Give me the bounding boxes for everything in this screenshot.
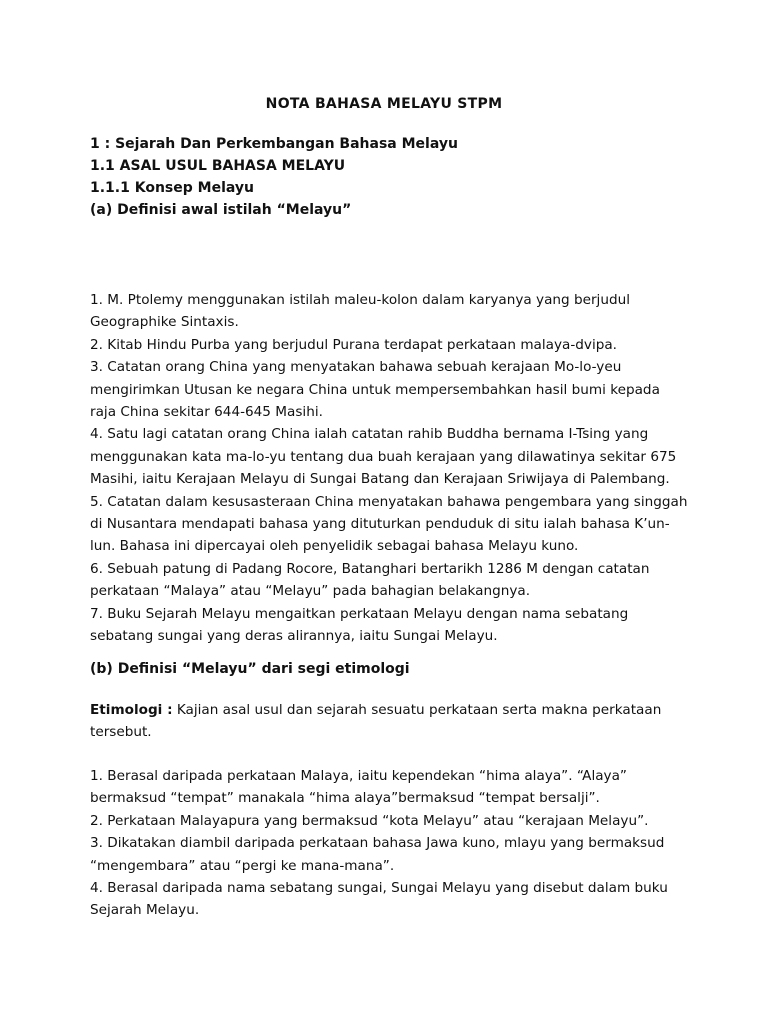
list-item: 5. Catatan dalam kesusasteraan China menyatakan bahawa pengembara yang singgah di Nusantara mendapati bahasa yang dituturkan penduduk di situ ialah bahasa K’un-lun. Bahasa ini dipercayai oleh penyelidik sebagai bahasa Melayu kuno. xyxy=(90,493,688,555)
section-heading: 1.1 ASAL USUL BAHASA MELAYU xyxy=(90,158,346,174)
chapter-heading: 1 : Sejarah Dan Perkembangan Bahasa Melayu xyxy=(90,136,458,152)
etimologi-label: Etimologi : xyxy=(90,702,173,718)
document-title: NOTA BAHASA MELAYU STPM xyxy=(265,96,503,112)
list-item: 1. M. Ptolemy menggunakan istilah maleu-kolon dalam karyanya yang berjudul Geographike Sintaxis. xyxy=(90,292,630,331)
etimologi-definition xyxy=(90,699,690,744)
list-item: 6. Sebuah patung di Padang Rocore, Batanghari bertarikh 1286 M dengan catatan perkataan “Malaya” atau “Melayu” pada bahagian belakangnya. xyxy=(90,560,650,600)
part-a-heading: (a) Definisi awal istilah “Melayu” xyxy=(90,202,352,218)
list-item: 2. Kitab Hindu Purba yang berjudul Purana terdapat perkataan malaya-dvipa. xyxy=(90,336,618,353)
section-a-list xyxy=(90,289,690,648)
subsection-heading: 1.1.1 Konsep Melayu xyxy=(90,180,254,196)
list-item: 4. Satu lagi catatan orang China ialah catatan rahib Buddha bernama I-Tsing yang menggunakan kata ma-lo-yu tentang dua buah kerajaan yang dilawatinya sekitar 675 Masihi, iaitu Kerajaan Melayu di Sungai Batang dan Kerajaan Sriwijaya di Palembang. xyxy=(90,426,677,488)
list-item: 2. Perkataan Malayapura yang bermaksud “kota Melayu” atau “kerajaan Melayu”. xyxy=(90,812,649,829)
etimologi-text: Kajian asal usul dan sejarah sesuatu perkataan serta makna perkataan tersebut. xyxy=(90,702,662,741)
list-item: 3. Catatan orang China yang menyatakan bahawa sebuah kerajaan Mo-lo-yeu mengirimkan Utusan ke negara China untuk mempersembahkan hasil bumi kepada raja China sekitar 644-645 Masihi. xyxy=(90,359,660,421)
part-b-heading: (b) Definisi “Melayu” dari segi etimologi xyxy=(90,661,410,677)
section-b-list xyxy=(90,765,690,922)
list-item: 1. Berasal daripada perkataan Malaya, iaitu kependekan “hima alaya”. “Alaya” bermaksud “tempat” manakala “hima alaya”bermaksud “tempat bersalji”. xyxy=(90,768,627,807)
list-item: 4. Berasal daripada nama sebatang sungai, Sungai Melayu yang disebut dalam buku Sejarah Melayu. xyxy=(90,880,668,919)
list-item: 3. Dikatakan diambil daripada perkataan bahasa Jawa kuno, mlayu yang bermaksud “mengembara” atau “pergi ke mana-mana”. xyxy=(90,835,665,874)
list-item: 7. Buku Sejarah Melayu mengaitkan perkataan Melayu dengan nama sebatang sebatang sungai yang deras alirannya, iaitu Sungai Melayu. xyxy=(90,605,629,645)
